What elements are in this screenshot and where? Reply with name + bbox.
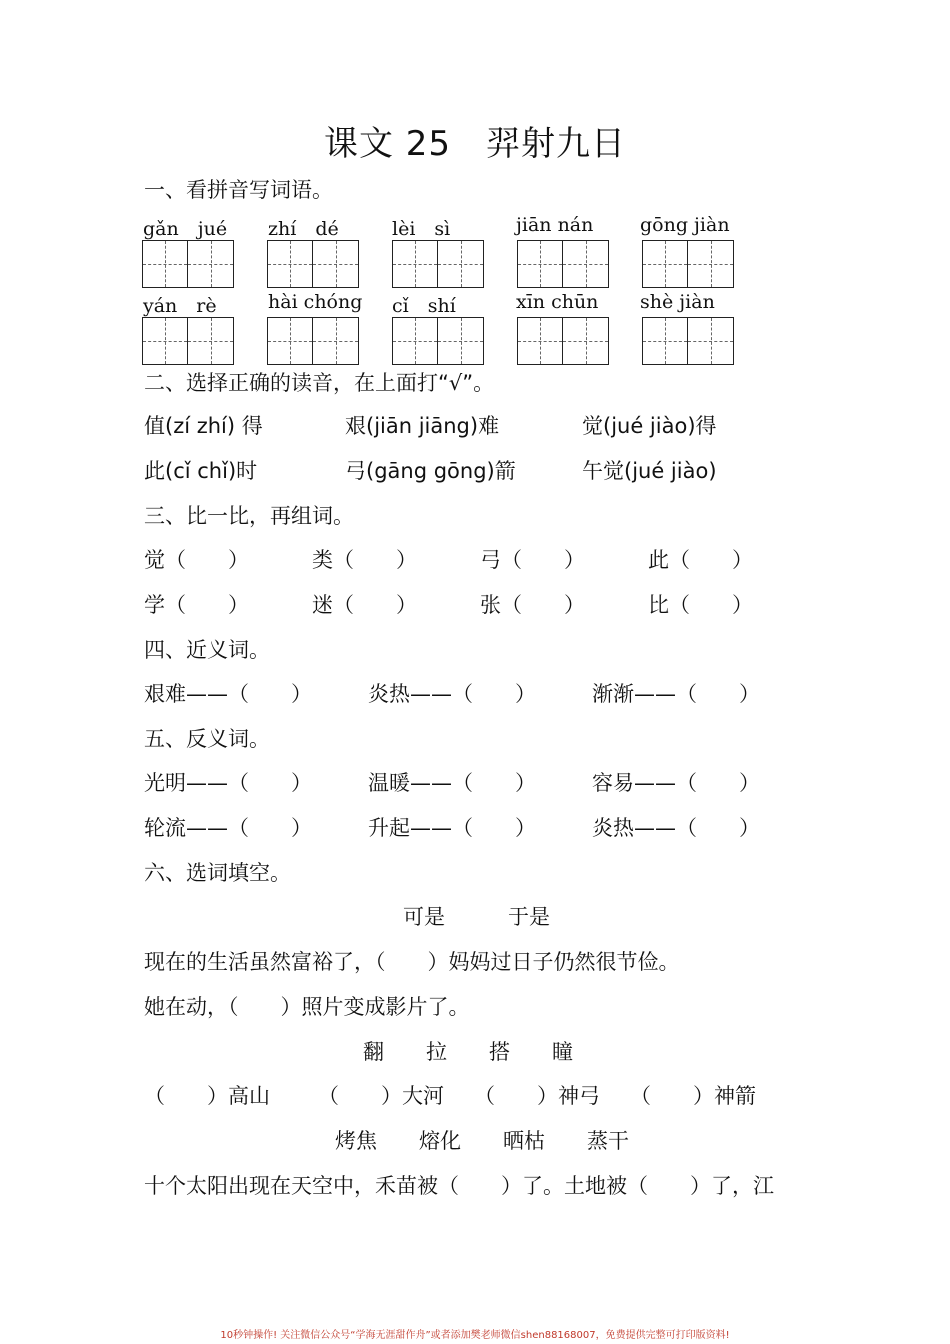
synonym-item[interactable]: 渐渐——（ ）: [592, 682, 760, 706]
compare-item[interactable]: 学（ ）: [144, 593, 249, 617]
writing-grid[interactable]: [142, 240, 234, 288]
compare-item[interactable]: 觉（ ）: [144, 548, 249, 572]
pronunciation-item[interactable]: 值(zí zhí) 得: [144, 414, 263, 438]
fill-sentence-3[interactable]: 十个太阳出现在天空中，禾苗被（ ）了。土地被（ ）了，江: [144, 1174, 774, 1198]
pinyin-label: cǐ shí: [392, 295, 456, 317]
writing-grid[interactable]: [642, 240, 734, 288]
antonym-item[interactable]: 轮流——（ ）: [144, 816, 312, 840]
pronunciation-item[interactable]: 艰(jiān jiāng)难: [345, 414, 500, 438]
writing-grid[interactable]: [517, 240, 609, 288]
compare-item[interactable]: 比（ ）: [648, 593, 753, 617]
compare-item[interactable]: 类（ ）: [312, 548, 417, 572]
pronunciation-item[interactable]: 此(cǐ chǐ)时: [144, 459, 258, 483]
section-1-heading: 一、看拼音写词语。: [144, 178, 333, 202]
pinyin-label: xīn chūn: [516, 291, 599, 313]
pronunciation-item[interactable]: 觉(jué jiào)得: [582, 414, 717, 438]
synonym-item[interactable]: 炎热——（ ）: [368, 682, 536, 706]
pinyin-label: hài chóng: [268, 291, 363, 313]
writing-grid[interactable]: [142, 317, 234, 365]
writing-grid[interactable]: [267, 317, 359, 365]
fill-phrase[interactable]: （ ）神箭: [630, 1084, 756, 1108]
word-bank-2: 翻 拉 搭 瞳: [363, 1040, 573, 1064]
word-bank-3: 烤焦 熔化 晒枯 蒸干: [335, 1129, 629, 1153]
compare-item[interactable]: 此（ ）: [648, 548, 753, 572]
writing-grid[interactable]: [642, 317, 734, 365]
writing-grid[interactable]: [517, 317, 609, 365]
writing-grid[interactable]: [267, 240, 359, 288]
section-4-heading: 四、近义词。: [144, 638, 270, 662]
pinyin-label: zhí dé: [268, 218, 339, 240]
pinyin-label: lèi sì: [392, 218, 451, 240]
word-bank-1: 可是 于是: [403, 905, 550, 929]
page-title: 课文 25 羿射九日: [323, 124, 627, 164]
section-2-heading: 二、选择正确的读音，在上面打“√”。: [144, 371, 495, 395]
pinyin-label: gǎn jué: [143, 218, 228, 240]
section-6-heading: 六、选词填空。: [144, 861, 291, 885]
writing-grid[interactable]: [392, 240, 484, 288]
synonym-item[interactable]: 艰难——（ ）: [144, 682, 312, 706]
antonym-item[interactable]: 炎热——（ ）: [592, 816, 760, 840]
compare-item[interactable]: 迷（ ）: [312, 593, 417, 617]
footer-promo: 10秒钟操作! 关注微信公众号“学海无涯甜作舟”或者添加樊老师微信shen88168007，免费提供完整可打印版资料!: [220, 1330, 730, 1341]
antonym-item[interactable]: 光明——（ ）: [144, 771, 312, 795]
section-3-heading: 三、比一比，再组词。: [144, 504, 354, 528]
fill-phrase[interactable]: （ ）神弓: [474, 1084, 600, 1108]
fill-phrase[interactable]: （ ）高山: [144, 1084, 270, 1108]
pronunciation-item[interactable]: 弓(gāng gōng)箭: [345, 459, 516, 483]
fill-sentence-2[interactable]: 她在动，（ ）照片变成影片了。: [144, 995, 470, 1019]
compare-item[interactable]: 张（ ）: [480, 593, 585, 617]
section-5-heading: 五、反义词。: [144, 727, 270, 751]
fill-sentence-1[interactable]: 现在的生活虽然富裕了，（ ）妈妈过日子仍然很节俭。: [144, 950, 680, 974]
pronunciation-item[interactable]: 午觉(jué jiào): [582, 459, 717, 483]
compare-item[interactable]: 弓（ ）: [480, 548, 585, 572]
pinyin-label: jiān nán: [516, 214, 594, 236]
antonym-item[interactable]: 容易——（ ）: [592, 771, 760, 795]
antonym-item[interactable]: 温暖——（ ）: [368, 771, 536, 795]
pinyin-label: shè jiàn: [640, 291, 715, 313]
pinyin-label: gōng jiàn: [640, 214, 730, 236]
antonym-item[interactable]: 升起——（ ）: [368, 816, 536, 840]
pinyin-label: yán rè: [143, 295, 217, 317]
writing-grid[interactable]: [392, 317, 484, 365]
fill-phrase[interactable]: （ ）大河: [318, 1084, 444, 1108]
